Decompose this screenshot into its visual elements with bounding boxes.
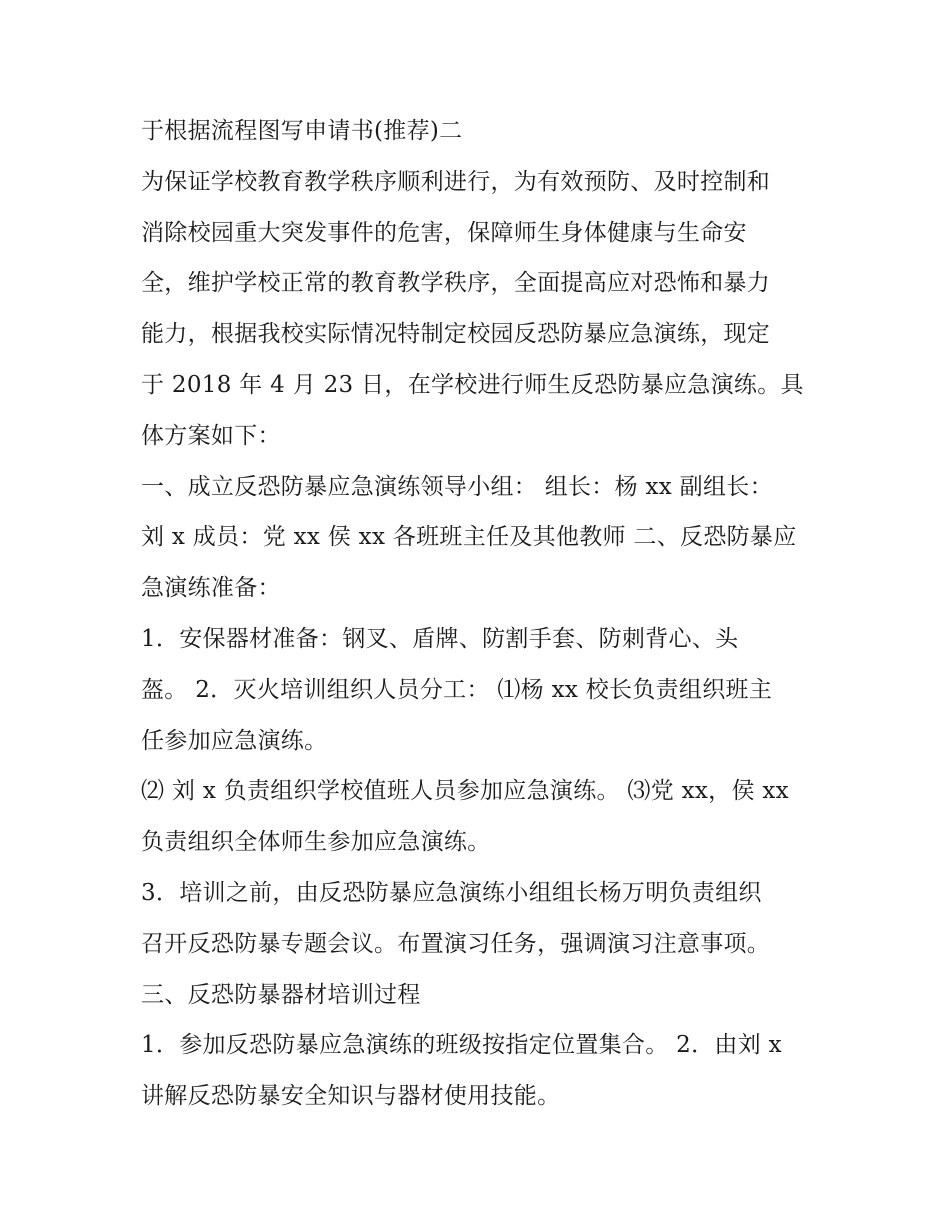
section-heading: 一、成立反恐防暴应急演练领导小组： 组长：杨 xx 副组长： bbox=[141, 473, 773, 500]
text-line: 1．安保器材准备：钢叉、盾牌、防割手套、防刺背心、头 bbox=[141, 625, 739, 652]
text-line: 刘 x 成员：党 xx 侯 xx 各班班主任及其他教师 二、反恐防暴应 bbox=[141, 524, 797, 551]
text-line: 盔。 2．灭火培训组织人员分工： ⑴杨 xx 校长负责组织班主 bbox=[141, 676, 773, 703]
text-line: 于 2018 年 4 月 23 日，在学校进行师生反恐防暴应急演练。具 bbox=[141, 371, 804, 398]
text-line: 为保证学校教育教学秩序顺利进行，为有效预防、及时控制和 bbox=[141, 168, 771, 195]
text-line: 体方案如下： bbox=[141, 422, 281, 449]
document-title: 于根据流程图写申请书(推荐)二 bbox=[141, 118, 463, 144]
text-line: 全，维护学校正常的教育教学秩序，全面提高应对恐怖和暴力 bbox=[141, 270, 771, 297]
text-line: 3．培训之前，由反恐防暴应急演练小组组长杨万明负责组织 bbox=[141, 879, 762, 906]
text-line: 召开反恐防暴专题会议。布置演习任务，强调演习注意事项。 bbox=[141, 930, 771, 957]
text-line: 1．参加反恐防暴应急演练的班级按指定位置集合。 2．由刘 x bbox=[141, 1032, 782, 1059]
section-heading: 三、反恐防暴器材培训过程 bbox=[141, 981, 421, 1008]
text-line: 能力，根据我校实际情况特制定校园反恐防暴应急演练，现定 bbox=[141, 321, 771, 348]
text-line: 负责组织全体师生参加应急演练。 bbox=[141, 829, 491, 856]
text-line: 急演练准备： bbox=[141, 575, 281, 602]
text-line: 消除校园重大突发事件的危害，保障师生身体健康与生命安 bbox=[141, 219, 747, 246]
text-line: 任参加应急演练。 bbox=[141, 727, 328, 754]
text-line: 讲解反恐防暴安全知识与器材使用技能。 bbox=[141, 1083, 561, 1110]
document-body bbox=[141, 106, 821, 1122]
text-line: ⑵ 刘 x 负责组织学校值班人员参加应急演练。 ⑶党 xx，侯 xx bbox=[141, 778, 789, 805]
